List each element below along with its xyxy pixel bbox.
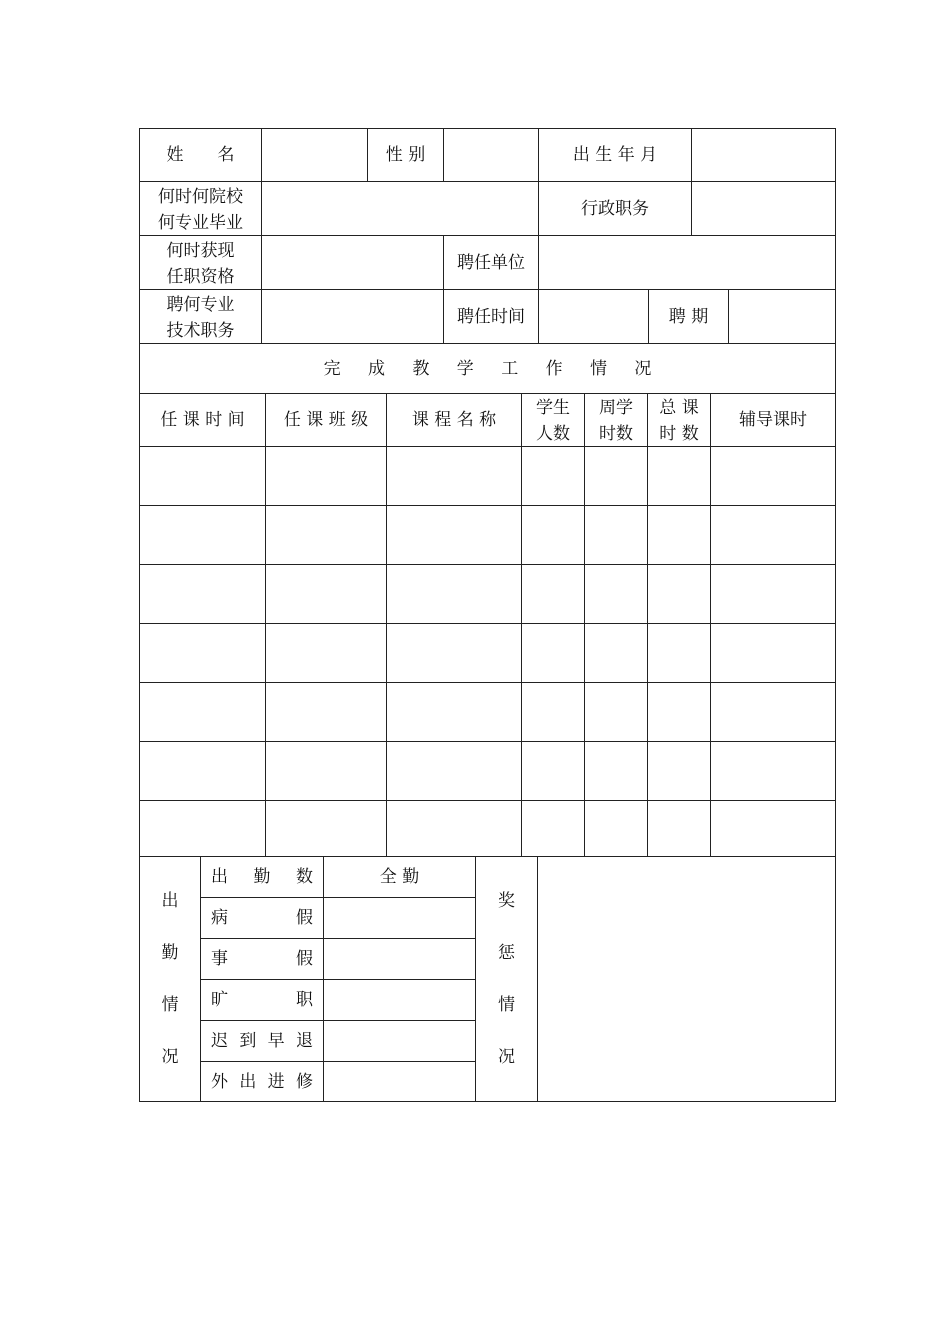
header-students-line1: 学生	[536, 398, 570, 418]
teaching-cell-class[interactable]	[265, 564, 387, 624]
teaching-cell-students[interactable]	[521, 741, 585, 801]
birth-value[interactable]	[691, 128, 836, 182]
teaching-cell-tutoring[interactable]	[710, 505, 836, 565]
rewards-value[interactable]	[537, 856, 836, 1102]
teaching-cell-weekly[interactable]	[584, 682, 648, 742]
teaching-cell-course[interactable]	[386, 623, 522, 683]
attendance-side-char: 况	[161, 1047, 179, 1067]
teaching-cell-total[interactable]	[647, 505, 711, 565]
attendance-absent-value[interactable]	[323, 979, 476, 1021]
rewards-side-char: 情	[498, 995, 515, 1015]
teaching-cell-class[interactable]	[265, 741, 387, 801]
teaching-cell-students[interactable]	[521, 564, 585, 624]
teaching-cell-total[interactable]	[647, 741, 711, 801]
qualification-label	[139, 235, 262, 290]
attendance-item-sick	[200, 897, 324, 939]
teaching-cell-course[interactable]	[386, 741, 522, 801]
attendance-side-char: 勤	[161, 943, 179, 963]
teaching-cell-weekly[interactable]	[584, 505, 648, 565]
header-total	[647, 393, 711, 447]
graduation-label-line1: 何时何院校	[158, 187, 243, 207]
gender-value[interactable]	[443, 128, 539, 182]
header-class-text: 任 课 班 级	[283, 410, 369, 430]
name-label-text: 姓 名	[166, 145, 235, 165]
graduation-label	[139, 181, 262, 236]
teaching-cell-time[interactable]	[139, 741, 266, 801]
title-label-line1: 聘何专业	[166, 295, 235, 315]
header-tutoring-text: 辅导课时	[739, 410, 807, 430]
teaching-cell-time[interactable]	[139, 800, 266, 860]
attendance-personal-value[interactable]	[323, 938, 476, 980]
employer-label-text: 聘任单位	[457, 252, 525, 273]
teaching-cell-tutoring[interactable]	[710, 564, 836, 624]
teaching-cell-time[interactable]	[139, 564, 266, 624]
teaching-cell-total[interactable]	[647, 623, 711, 683]
term-value[interactable]	[728, 289, 836, 344]
teaching-cell-time[interactable]	[139, 623, 266, 683]
teaching-cell-total[interactable]	[647, 800, 711, 860]
employer-label	[443, 235, 539, 290]
header-course	[386, 393, 522, 447]
attendance-item-present	[200, 856, 324, 898]
attendance-item-late	[200, 1020, 324, 1062]
header-class	[265, 393, 387, 447]
title-label	[139, 289, 262, 344]
teaching-section-title-text: 完 成 教 学 工 作 情 况	[323, 358, 652, 379]
teaching-cell-course[interactable]	[386, 682, 522, 742]
teaching-cell-tutoring[interactable]	[710, 800, 836, 860]
teaching-cell-students[interactable]	[521, 682, 585, 742]
header-students	[521, 393, 585, 447]
teaching-cell-class[interactable]	[265, 682, 387, 742]
header-weekly	[584, 393, 648, 447]
teaching-cell-time[interactable]	[139, 505, 266, 565]
teaching-cell-class[interactable]	[265, 800, 387, 860]
header-time-text: 任 课 时 间	[160, 410, 245, 430]
gender-label-text: 性 别	[385, 145, 426, 165]
teaching-section-title	[139, 343, 836, 394]
attendance-full-text: 全 勤	[379, 867, 420, 887]
name-value[interactable]	[261, 128, 368, 182]
appoint-time-label	[443, 289, 539, 344]
attendance-side-char: 情	[161, 995, 179, 1015]
teaching-cell-course[interactable]	[386, 800, 522, 860]
teaching-cell-course[interactable]	[386, 446, 522, 506]
teaching-cell-weekly[interactable]	[584, 564, 648, 624]
graduation-label-line2: 何专业毕业	[158, 213, 243, 233]
name-label	[139, 128, 262, 182]
teaching-cell-tutoring[interactable]	[710, 446, 836, 506]
admin-post-label-text: 行政职务	[581, 198, 649, 219]
attendance-item-absent	[200, 979, 324, 1021]
attendance-side-label	[139, 856, 201, 1102]
teaching-cell-class[interactable]	[265, 505, 387, 565]
attendance-item-text: 旷 职	[211, 990, 313, 1010]
rewards-side-label	[475, 856, 538, 1102]
attendance-item-personal	[200, 938, 324, 980]
header-weekly-line1: 周学	[599, 398, 633, 418]
appoint-time-value[interactable]	[538, 289, 649, 344]
header-time	[139, 393, 266, 447]
birth-label	[538, 128, 692, 182]
admin-post-label	[538, 181, 692, 236]
teaching-cell-weekly[interactable]	[584, 446, 648, 506]
header-tutoring	[710, 393, 836, 447]
teaching-cell-time[interactable]	[139, 446, 266, 506]
attendance-sick-value[interactable]	[323, 897, 476, 939]
qualification-label-line1: 何时获现	[166, 241, 235, 261]
attendance-item-text: 迟 到 早 退	[211, 1031, 313, 1051]
attendance-item-text: 外 出 进 修	[211, 1071, 313, 1092]
teaching-cell-tutoring[interactable]	[710, 741, 836, 801]
teaching-cell-weekly[interactable]	[584, 800, 648, 860]
admin-post-value[interactable]	[691, 181, 836, 236]
header-students-line2: 人数	[536, 424, 570, 444]
term-label	[648, 289, 729, 344]
attendance-item-text: 事 假	[211, 949, 313, 969]
teaching-cell-class[interactable]	[265, 446, 387, 506]
gender-label	[367, 128, 444, 182]
title-label-line2: 技术职务	[166, 321, 235, 341]
teaching-cell-tutoring[interactable]	[710, 682, 836, 742]
rewards-side-char: 况	[498, 1047, 515, 1067]
rewards-side-char: 奖	[498, 891, 515, 911]
teaching-cell-students[interactable]	[521, 800, 585, 860]
graduation-value[interactable]	[261, 181, 539, 236]
employer-value[interactable]	[538, 235, 836, 290]
attendance-item-training	[200, 1061, 324, 1102]
teaching-cell-students[interactable]	[521, 623, 585, 683]
teaching-cell-tutoring[interactable]	[710, 623, 836, 683]
header-course-text: 课 程 名 称	[411, 410, 497, 430]
attendance-full-label	[323, 856, 476, 898]
header-total-line1: 总 课	[659, 398, 699, 418]
appoint-time-label-text: 聘任时间	[457, 306, 525, 327]
teaching-cell-weekly[interactable]	[584, 623, 648, 683]
teaching-cell-time[interactable]	[139, 682, 266, 742]
qualification-label-line2: 任职资格	[166, 267, 235, 287]
header-total-line2: 时 数	[659, 424, 699, 444]
teaching-cell-course[interactable]	[386, 564, 522, 624]
term-label-text: 聘 期	[668, 306, 709, 327]
teaching-cell-course[interactable]	[386, 505, 522, 565]
teaching-cell-total[interactable]	[647, 682, 711, 742]
attendance-training-value[interactable]	[323, 1061, 476, 1102]
attendance-item-text: 病 假	[211, 908, 313, 928]
title-value[interactable]	[261, 289, 444, 344]
teaching-cell-students[interactable]	[521, 505, 585, 565]
teaching-cell-class[interactable]	[265, 623, 387, 683]
teaching-cell-students[interactable]	[521, 446, 585, 506]
teaching-cell-weekly[interactable]	[584, 741, 648, 801]
birth-label-text: 出 生 年 月	[572, 145, 658, 165]
header-weekly-line2: 时数	[599, 424, 633, 444]
teaching-cell-total[interactable]	[647, 446, 711, 506]
teaching-cell-total[interactable]	[647, 564, 711, 624]
attendance-late-value[interactable]	[323, 1020, 476, 1062]
rewards-side-char: 惩	[498, 943, 515, 963]
qualification-value[interactable]	[261, 235, 444, 290]
attendance-side-char: 出	[161, 891, 179, 911]
attendance-item-text: 出 勤 数	[211, 867, 313, 887]
